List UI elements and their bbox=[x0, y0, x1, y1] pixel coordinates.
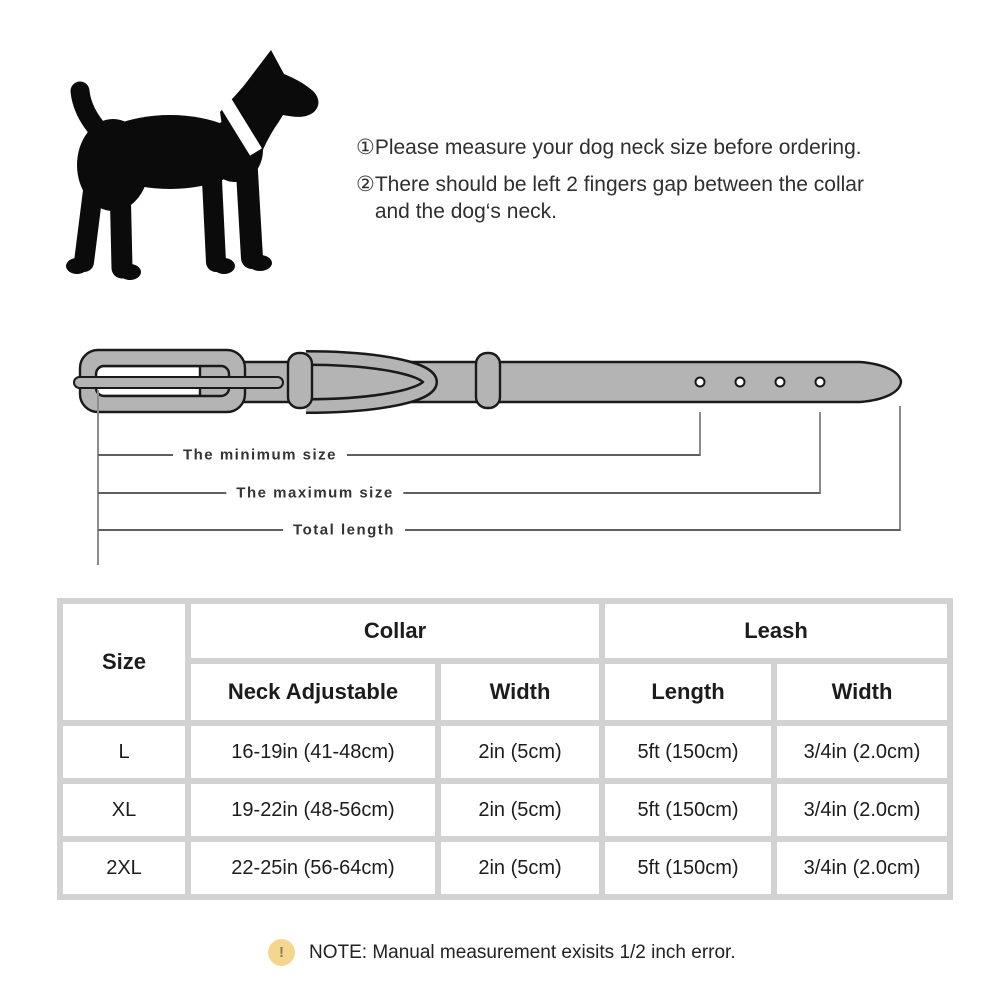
table-row-l bbox=[63, 726, 947, 778]
leader-lines bbox=[98, 390, 900, 565]
table-row-2xl bbox=[63, 842, 947, 894]
dog-front-leg-front bbox=[246, 155, 252, 258]
cell-neck: 22-25in (56-64cm) bbox=[191, 842, 435, 894]
dog-rear-leg-back bbox=[84, 175, 95, 262]
measurement-lines bbox=[98, 455, 900, 530]
size-chart bbox=[57, 598, 943, 900]
cell-collar-width: 2in (5cm) bbox=[441, 842, 599, 894]
dog-front-foot-back bbox=[213, 258, 235, 274]
column-header-leash-width: Width bbox=[777, 664, 947, 720]
instruction-text-1: Please measure your dog neck size before ordering. bbox=[374, 136, 862, 159]
instruction-text-2: There should be left 2 fingers gap between the collar and the dog‘s neck. bbox=[374, 173, 864, 223]
cell-size: L bbox=[63, 726, 185, 778]
column-header-size: Size bbox=[63, 604, 185, 720]
cell-neck: 19-22in (48-56cm) bbox=[191, 784, 435, 836]
dog-rear-leg-front bbox=[120, 180, 122, 268]
buckle-prong-shape bbox=[74, 377, 283, 388]
dog-silhouette-illustration bbox=[60, 40, 340, 280]
table-row-xl bbox=[63, 784, 947, 836]
group-header-leash: Leash bbox=[605, 604, 947, 658]
strap-hole-2 bbox=[736, 378, 745, 387]
ordering-instructions bbox=[356, 134, 908, 235]
instruction-item-1 bbox=[356, 134, 908, 161]
keeper-loop-left bbox=[288, 353, 312, 408]
maximum-size-label: The maximum size bbox=[226, 485, 403, 502]
group-header-collar: Collar bbox=[191, 604, 599, 658]
cell-leash-length: 5ft (150cm) bbox=[605, 784, 771, 836]
measurement-note: NOTE: Manual measurement exisits 1/2 inch error. bbox=[309, 942, 736, 963]
column-header-collar-width: Width bbox=[441, 664, 599, 720]
column-header-neck-adjustable: Neck Adjustable bbox=[191, 664, 435, 720]
total-length-label: Total length bbox=[283, 522, 405, 539]
cell-collar-width: 2in (5cm) bbox=[441, 726, 599, 778]
circled-one-marker: ① bbox=[356, 136, 375, 159]
minimum-size-label: The minimum size bbox=[173, 447, 347, 464]
warning-icon bbox=[268, 939, 295, 966]
cell-neck: 16-19in (41-48cm) bbox=[191, 726, 435, 778]
cell-leash-width: 3/4in (2.0cm) bbox=[777, 842, 947, 894]
strap-hole-4 bbox=[816, 378, 825, 387]
circled-two-marker: ② bbox=[356, 173, 375, 196]
dog-front-leg-back bbox=[211, 160, 216, 262]
header-row-groups bbox=[63, 604, 947, 658]
header-row-columns bbox=[63, 664, 947, 720]
cell-leash-width: 3/4in (2.0cm) bbox=[777, 784, 947, 836]
cell-collar-width: 2in (5cm) bbox=[441, 784, 599, 836]
cell-size: 2XL bbox=[63, 842, 185, 894]
cell-leash-length: 5ft (150cm) bbox=[605, 842, 771, 894]
cell-size: XL bbox=[63, 784, 185, 836]
instruction-item-2 bbox=[356, 171, 908, 225]
dog-rear-foot-back bbox=[66, 258, 88, 274]
cell-leash-width: 3/4in (2.0cm) bbox=[777, 726, 947, 778]
cell-leash-length: 5ft (150cm) bbox=[605, 726, 771, 778]
keeper-loop-right bbox=[476, 353, 500, 408]
strap-hole-1 bbox=[696, 378, 705, 387]
dog-front-foot-front bbox=[248, 255, 272, 271]
column-header-leash-length: Length bbox=[605, 664, 771, 720]
strap-hole-3 bbox=[776, 378, 785, 387]
size-chart-table bbox=[57, 598, 953, 900]
warning-icon-glyph: ! bbox=[279, 944, 284, 961]
dog-rear-foot-front bbox=[119, 264, 141, 280]
